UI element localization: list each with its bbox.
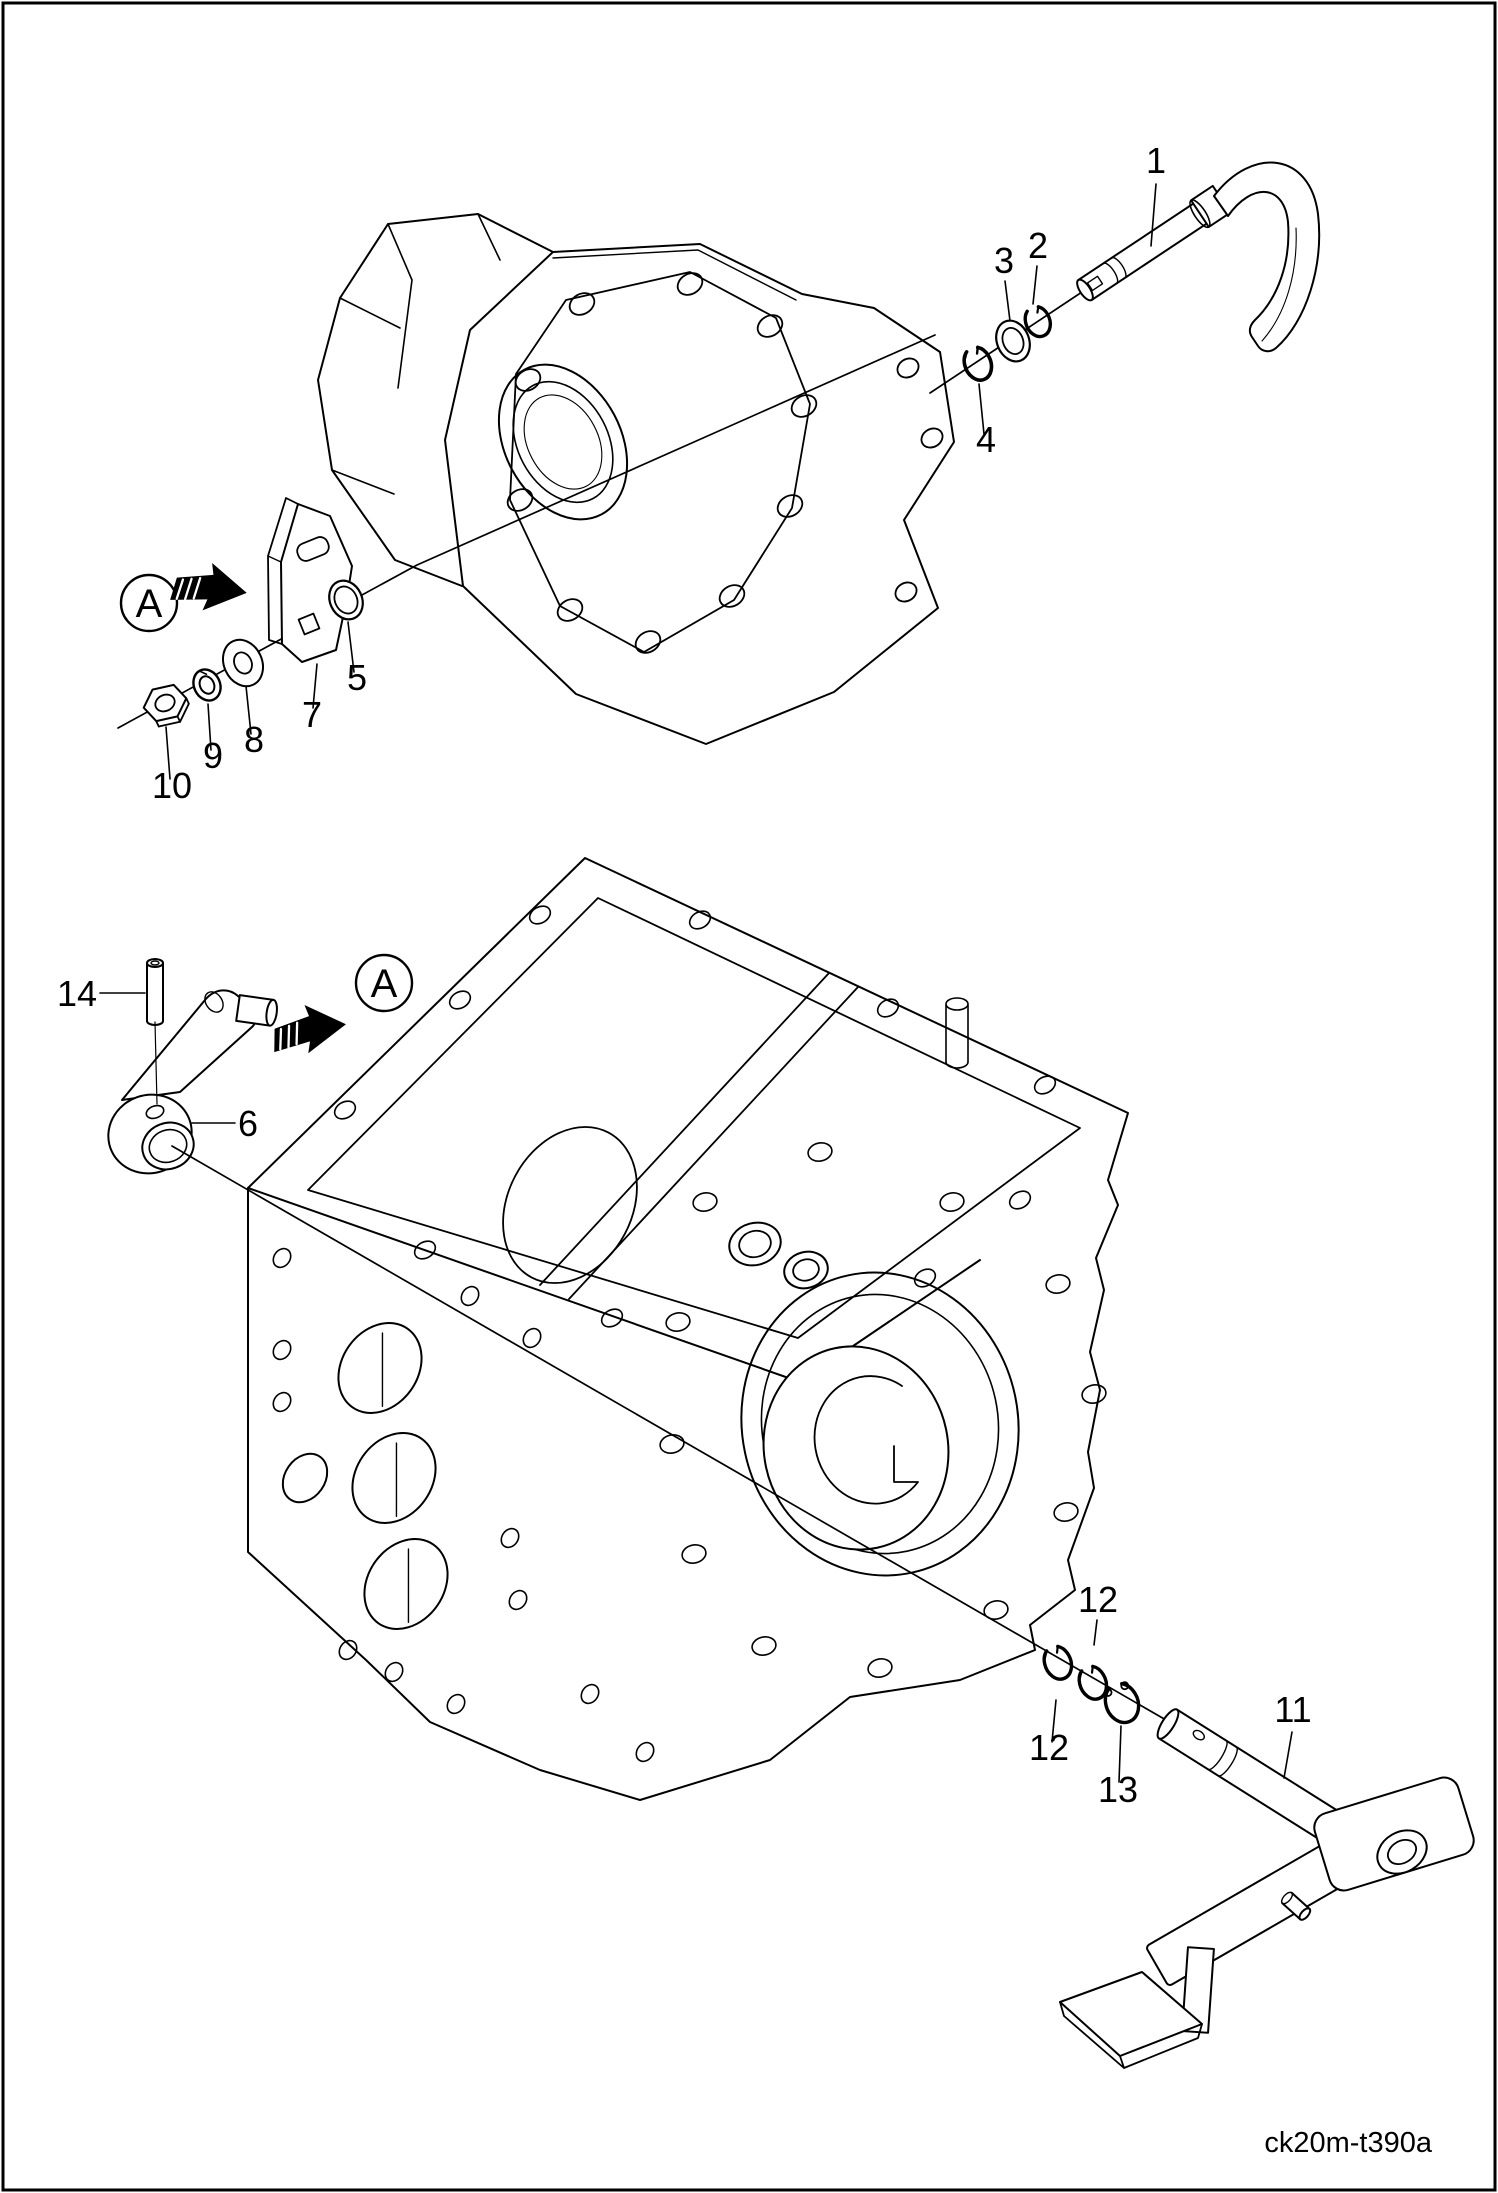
callout-7: 7 bbox=[301, 694, 323, 735]
callout-8: 8 bbox=[243, 719, 265, 760]
shift-arm-shaft bbox=[1060, 1706, 1477, 2068]
lock-plate bbox=[268, 498, 352, 662]
detail-ref-label-top: A bbox=[135, 582, 163, 626]
callout-12-upper: 12 bbox=[1077, 1579, 1119, 1620]
callout-12-lower: 12 bbox=[1028, 1727, 1070, 1768]
callout-13: 13 bbox=[1097, 1769, 1139, 1810]
upper-assembly bbox=[118, 163, 1319, 779]
callout-3: 3 bbox=[993, 240, 1015, 281]
detail-arrow-icon bbox=[269, 1000, 349, 1057]
upper-gear-housing bbox=[318, 214, 954, 744]
drawing-code: ck20m-t390a bbox=[1264, 2127, 1432, 2159]
snap-ring-12-left bbox=[1040, 1644, 1076, 1683]
callout-14: 14 bbox=[56, 973, 98, 1014]
spring-washer bbox=[188, 665, 225, 705]
detail-ref-label-bottom: A bbox=[370, 962, 398, 1006]
callout-6: 6 bbox=[237, 1103, 259, 1144]
washer-3 bbox=[990, 316, 1035, 367]
callout-10: 10 bbox=[151, 765, 193, 806]
lever-handle bbox=[1214, 163, 1319, 352]
callout-11: 11 bbox=[1274, 1689, 1312, 1730]
callout-2: 2 bbox=[1027, 225, 1049, 266]
hex-nut bbox=[138, 678, 194, 733]
shift-lever-shaft bbox=[1072, 163, 1319, 352]
plain-washer bbox=[216, 633, 271, 693]
callout-9: 9 bbox=[202, 735, 224, 776]
lower-assembly bbox=[97, 858, 1477, 2068]
snap-ring-4 bbox=[960, 345, 996, 384]
callout-5: 5 bbox=[346, 657, 368, 698]
callout-4: 4 bbox=[975, 419, 997, 460]
callout-1: 1 bbox=[1145, 140, 1167, 181]
detail-arrow-icon bbox=[169, 557, 250, 616]
